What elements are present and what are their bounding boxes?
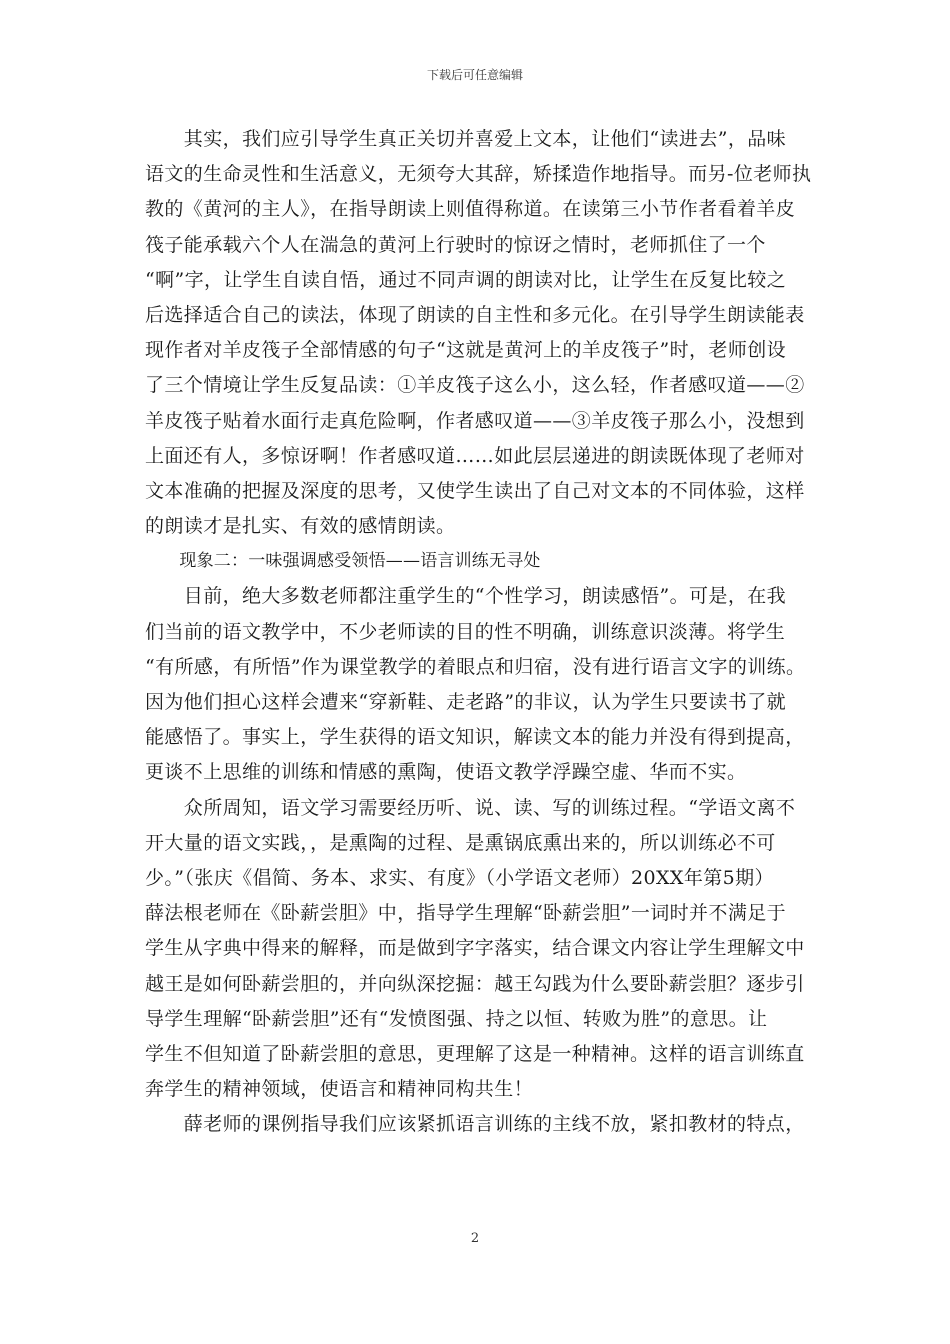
text-line: 上面还有人，多惊讶啊！作者感叹道……如此层层递进的朗读既体现了老师对	[145, 444, 805, 467]
text-line: 薛法根老师在《卧薪尝胆》中，指导学生理解“卧薪尝胆”一词时并不满足于	[145, 902, 787, 925]
document-body	[145, 122, 812, 1142]
section-heading: 现象二：一味强调感受领悟——语言训练无寻处	[145, 551, 541, 572]
text-line: 越王是如何卧薪尝胆的，并向纵深挖掘：越王勾践为什么要卧薪尝胆？逐步引	[145, 972, 805, 995]
text-line: 羊皮筏子贴着水面行走真危险啊，作者感叹道——③羊皮筏子那么小，没想到	[145, 409, 805, 432]
text-line: 的朗读才是扎实、有效的感情朗读。	[145, 515, 456, 538]
text-line: 因为他们担心这样会遭来“穿新鞋、走老路”的非议，认为学生只要读书了就	[145, 691, 787, 713]
text-line: 教的《黄河的主人》，在指导朗读上则值得称道。在读第三小节作者看着羊皮	[145, 198, 796, 221]
text-line: “有所感，有所悟”作为课堂教学的着眼点和归宿，没有进行语言文字的训练。	[145, 655, 806, 678]
text-line: 少。”（张庆《倡简、务本、求实、有度》（小学语文老师）20XX年第5期）	[145, 866, 774, 889]
text-line: 后选择适合自己的读法，体现了朗读的自主性和多元化。在引导学生朗读能表	[145, 303, 805, 326]
text-line: 奔学生的精神领域，使语言和精神同构共生！	[145, 1078, 534, 1101]
text-line: 们当前的语文教学中，不少老师读的目的性不明确，训练意识淡薄。将学生	[145, 620, 786, 643]
page-number: 2	[470, 1231, 480, 1246]
text-line: 目前，绝大多数老师都注重学生的“个性学习，朗读感悟”。可是，在我	[145, 585, 787, 608]
text-line: 能感悟了。事实上，学生获得的语文知识，解读文本的能力并没有得到提高，	[145, 726, 805, 749]
text-line: 薛老师的课例指导我们应该紧抓语言训练的主线不放，紧扣教材的特点，	[145, 1113, 805, 1136]
text-line: 了三个情境让学生反复品读：①羊皮筏子这么小，这么轻，作者感叹道——②	[145, 374, 805, 397]
text-line: 更谈不上思维的训练和情感的熏陶，使语文教学浮躁空虚、华而不实。	[145, 761, 747, 784]
text-line: 学生不但知道了卧薪尝胆的意思，更理解了这是一种精神。这样的语言训练直	[145, 1042, 805, 1065]
text-line: 学生从字典中得来的解释，而是做到字字落实，结合课文内容让学生理解文中	[145, 937, 805, 960]
text-line: 其实，我们应引导学生真正关切并喜爱上文本，让他们“读进去”，品味	[145, 128, 787, 150]
text-line: 导学生理解“卧薪尝胆”还有“发愤图强、持之以恒、转败为胜”的意思。让	[145, 1007, 768, 1030]
text-line: 语文的生命灵性和生活意义，无须夸大其辞，矫揉造作地指导。而另-位老师执	[145, 163, 812, 186]
text-line: 文本准确的把握及深度的思考，又使学生读出了自己对文本的不同体验，这样	[145, 479, 805, 502]
text-line: “啊”字，让学生自读自悟，通过不同声调的朗读对比，让学生在反复比较之	[145, 268, 787, 291]
text-line: 现作者对羊皮筏子全部情感的句子“这就是黄河上的羊皮筏子”时，老师创设	[145, 339, 787, 362]
page-header: 下载后可任意编辑	[426, 68, 523, 82]
text-line: 开大量的语文实践，，是熏陶的过程、是熏锅底熏出来的，所以训练必不可	[145, 831, 776, 854]
text-line: 众所周知，语文学习需要经历听、说、读、写的训练过程。“学语文离不	[145, 796, 796, 819]
text-line: 筏子能承载六个人在湍急的黄河上行驶时的惊讶之情时，老师抓住了一个	[145, 233, 766, 256]
